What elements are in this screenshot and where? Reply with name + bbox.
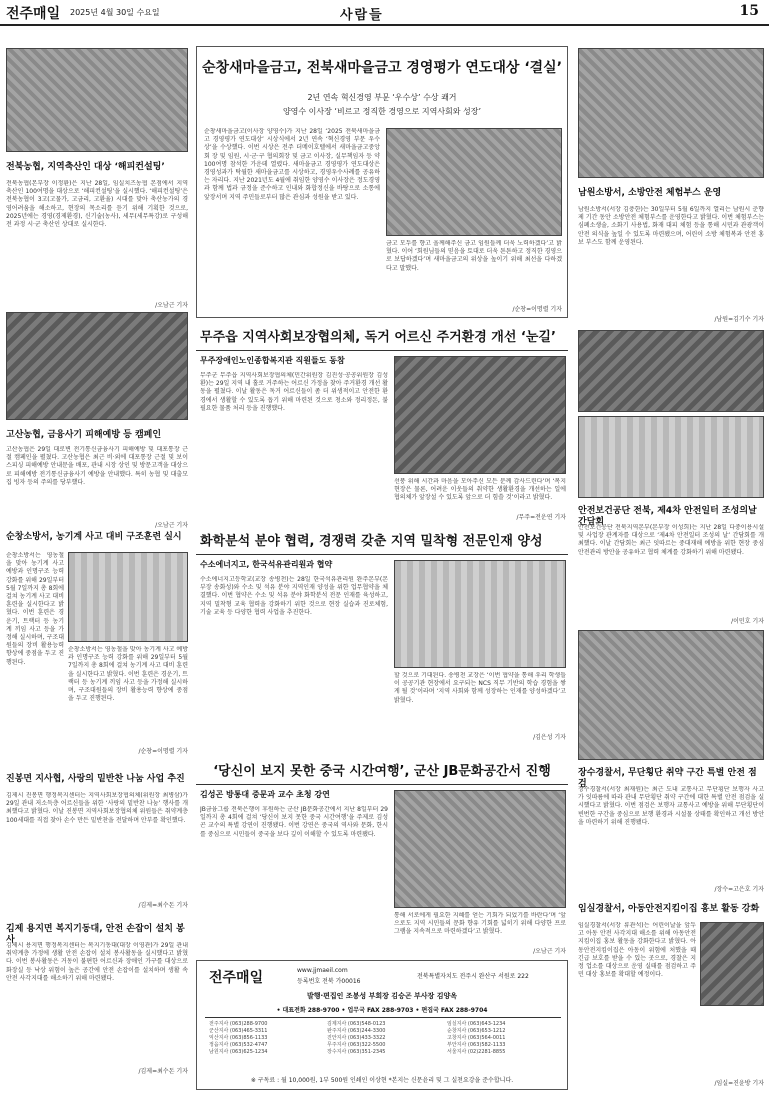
photo-right-4 <box>700 922 764 1006</box>
article-title: 화학분석 분야 협력, 경쟁력 갖춘 지역 밀착형 전문인재 양성 <box>200 534 543 549</box>
footer-notice: ※ 구독료 : 월 10,000원, 1부 500원 인쇄인 이상현 *본지는 신문윤리 및 그 실천요강을 준수합니다. <box>250 1077 514 1084</box>
rule <box>196 554 568 555</box>
article-byline: /무주=전운연 기자 <box>516 514 566 521</box>
rule <box>205 1017 561 1018</box>
article-byline: /임실=진윤방 기자 <box>714 1080 764 1087</box>
article-byline: /김은성 기자 <box>533 734 566 741</box>
article-byline: /오남근 기자 <box>155 522 188 529</box>
feature-photo <box>386 128 562 236</box>
rule <box>196 350 568 351</box>
article-body: 전북농협(본부장 이정환)은 지난 28일, 임실치즈농협 본점에서 지역축산인 100여명을 대상으로 ‘해피컨설팅’을 실시했다. ‘해피컨설팅’은 전북농협이 3고(고물가, 고금리, 고환율) 시대를 맞아 축산농가의 경영어려움을 해소하고, 현장의 목소리를 듣기 위해 기획한 것으로, 2025년에는 경영(경제환경), 신기술(농사), 세무(세무특강)로 구성해 전 과정 시·군 축산인 상대로 실시한다. <box>6 180 188 229</box>
article-kicker: 수소에너지고, 한국석유관리원과 협약 <box>200 560 333 569</box>
article-body-cont: 선풍 위해 시간과 마음을 모아주신 모든 분께 감사드린다’며 ‘복지 현장은 물론, 어려운 이웃들의 취약한 생활환경을 개선하는 일에 협의체가 앞장설 수 있도록 앞으로 더 힘쓸 것’이라고 밝혔다. <box>394 478 566 502</box>
article-body: 수소에너지고등학교(교장 송병천)는 28일 한국석유관리원 완주본부(본부장 송화성)와 수소 및 석유 분야 지역인재 양성을 위한 업무협약을 체결했다. 이번 협약은 수소 및 석유 분야 화학분석 전문 인재를 육성하고, 지역 밀착형 교육 협력을 강화하기 위한 것으로 현장 실습과 진로체험, 기술 교육 등 다양한 협력 사업을 추진한다. <box>200 576 388 616</box>
rule <box>196 784 568 785</box>
article-title: 남원소방서, 소방안전 체험부스 운영 <box>578 188 722 198</box>
feature-subtitle-1: 2년 연속 혁신경영 부문 ‘우수상’ 수상 쾌거 <box>307 93 457 102</box>
photo-left-2 <box>6 312 188 420</box>
article-title: 순창소방서, 농기계 사고 대비 구조훈련 실시 <box>6 532 182 542</box>
article-title: 김제 용지면 복지기동대, 안전 손잡이 설치 봉사 <box>6 924 185 945</box>
footer-phones: • 대표전화 288-9700 • 업무국 FAX 288-9703 • 편집국 FAX 288-9704 <box>276 1007 488 1014</box>
photo-left-1 <box>6 48 188 152</box>
article-title: 임실경찰서, 아동안전지킴이집 홍보 활동 강화 <box>578 904 760 914</box>
article-title: ‘당신이 보지 못한 중국 시간여행’, 군산 JB문화공간서 진행 <box>213 764 551 779</box>
article-body: 김제시 진봉면 행정복지센터는 지역사회보장협의체(위원장 최병삼)가 29일 관내 저소득층 어르신들을 위한 ‘사랑의 밑반찬 나눔’ 행사를 개최했다고 밝혔다. 이날 진봉면 지역사회보장협의체 위원들은 취약계층 100세대를 직접 찾아 손수 만든 밑반찬을 전달하며 안부를 확인했다. <box>6 792 188 824</box>
article-title: 진봉면 지사협, 사랑의 밑반찬 나눔 사업 추진 <box>6 774 185 784</box>
article-body: 남원소방서(서장 김충한)는 30일부터 5월 6일까지 열리는 남원시 춘향제 기간 동안 소방안전 체험부스를 운영한다고 밝혔다. 이번 체험부스는 심폐소생술, 소화기 사용법, 화재 대피 체험 등을 통해 시민과 관광객이 안전 의식을 높일 수 있도록 마련됐으며, 어린이 소방 체험복과 안전 홍보 부스도 함께 운영된다. <box>578 206 764 246</box>
photo-right-3 <box>578 630 764 760</box>
feature-subtitle-2: 양영수 이사장 ‘비르고 정직한 경영으로 지역사회와 성장’ <box>282 107 482 116</box>
article-body: 임실경찰서(서장 류관석)는 어린이날을 앞두고 아동 안전 사각지대 해소를 위해 아동안전지킴이집 홍보 활동을 강화한다고 밝혔다. 아동안전지킴이집은 아동이 위험에 처했을 때 긴급 보호를 받을 수 있는 곳으로, 경찰은 지정 업소를 대상으로 운영 실태를 점검하고 주민 대상 홍보를 확대할 예정이다. <box>578 922 696 979</box>
photo-right-2b <box>578 416 764 498</box>
article-kicker: 무주장애인노인종합복지관 직원들도 동참 <box>200 356 345 365</box>
photo-right-1 <box>578 48 764 178</box>
article-byline: /순창=이명렬 기자 <box>138 748 188 755</box>
article-body: 순창소방서는 영농철을 맞아 농기계 사고 예방과 인명구조 능력 강화를 위해 29일부터 5월 7일까지 총 8회에 걸쳐 농기계 사고 대비 훈련을 실시한다고 밝혔다. 이번 훈련은 경운기, 트랙터 등 농기계 끼임 사고 등을 가정해 실시하며, 구조대원들의 장비 활용능력 향상에 중점을 두고 진행된다. <box>6 552 64 666</box>
article-byline: /오남근 기자 <box>155 302 188 309</box>
article-byline: /남원=김기수 기자 <box>714 316 764 323</box>
article-byline: /김제=최수돈 기자 <box>138 1068 188 1075</box>
article-title: 고산농협, 금융사기 피해예방 등 캠페인 <box>6 430 162 440</box>
article-body-cont: 할 것으로 기대된다. 송병천 교장은 ‘이번 협약을 통해 우리 학생들이 공공기관 현장에서 요구되는 NCS 직무 기반의 학습 경험을 쌓게 될 것’이라며 ‘지역 사회와 함께 성장하는 인재를 양성하겠다’고 밝혔다. <box>394 672 566 704</box>
masthead-footer <box>196 960 568 1090</box>
footer-address: 전북특별자치도 전주시 완산구 서원로 222 <box>417 973 529 980</box>
article-kicker: 김성곤 방통대 중문과 교수 초청 강연 <box>200 790 330 799</box>
footer-branch-col-2: 김제지사 (063)548-0123 완주지사 (063)244-3300 진안지사 (063)433-3322 무주지사 (063)322-5500 장수지사 (063)351-2345 <box>327 1021 386 1055</box>
page-number: 15 <box>739 3 759 19</box>
article-body-cont: 통해 서로에게 필요한 지혜를 얻는 기회가 되었기를 바란다’며 ‘앞으로도 지역 시민들의 문화 향유 기회를 넓히기 위해 다양한 프로그램을 지속적으로 마련하겠다’고 밝혔다. <box>394 912 566 936</box>
footer-branch-col-1: 전주지사 (063)288-9700 군산지사 (063)465-3311 익산지사 (063)856-1133 정읍지사 (063)532-4747 남원지사 (063)625-1234 <box>209 1021 268 1055</box>
photo-left-3 <box>68 552 188 642</box>
feature-body: 순창새마을금고(이사장 양영수)가 지난 28일 ‘2025 전북새마을금고 경영평가 연도대상’ 시상식에서 2년 연속 ‘혁신경영 부문 우수상’을 수상했다. 이번 시상은 전주 더메이호텔에서 새마을금고중앙회 장 및 임원, 시·군·구 협의회장 및 금고 이사장, 실무책임자 등 약 100여명 참석한 가운데 열렸다. 새마을금고 경영평가 연도대상은 경영성과가 탁월한 새마을금고를 시상하고, 경영우수사례를 공유하는 자리다. 지난 2021년도 4월에 취임한 양영수 이사장은 정도경영과 함께 법과 규정을 준수하고 인내와 화합정신을 바탕으로 소통에 앞장서며 지역 주민들로부터 많은 관심과 성원을 받고 있다. <box>204 128 380 201</box>
article-title: 전북농협, 지역축산인 대상 ‘해피컨설팅’ <box>6 162 165 172</box>
photo-center-chem <box>394 560 566 668</box>
article-byline: /장수=고은호 기자 <box>714 886 764 893</box>
footer-brand: 전주매일 <box>209 970 264 986</box>
photo-center-gunsan <box>394 790 566 908</box>
page-header <box>0 0 769 26</box>
article-title: 안전보건공단 전북, 제4차 안전일터 조성의날 간담회 <box>578 506 757 527</box>
article-body: 안전보건공단 전북지역본부(본부장 이성희)는 지난 28일 다중이용시설 및 사업장 관계자를 대상으로 ‘제4차 안전일터 조성의 날’ 간담회를 개최했다. 이날 간담회는 최근 잇따르는 중대재해 예방을 위한 현장 중심 안전관리 방안을 공유하고 협력 체계를 강화하기 위해 마련됐다. <box>578 524 764 556</box>
article-body: 김제시 용지면 행정복지센터는 복지기동대(대장 이영관)가 29일 관내 취약계층 가정에 생활 안전 손잡이 설치 봉사활동을 실시했다고 밝혔다. 이번 봉사활동은 거동이 불편한 어르신과 장애인 가구를 대상으로 화장실 등 낙상 위험이 높은 공간에 안전 손잡이를 설치하며 생활 속 안전 사각지대를 해소하기 위해 마련됐다. <box>6 942 188 982</box>
issue-date: 2025년 4월 30일 수요일 <box>70 8 160 17</box>
footer-branch-col-3: 임실지사 (063)643-1234 순창지사 (063)653-1212 고창지사 (063)564-0011 부안지사 (063)582-1133 서울지사 (02)2281-8855 <box>447 1021 506 1055</box>
article-byline: /이민호 기자 <box>731 618 764 625</box>
article-body: 고산농협은 29일 대로변 전기통신금융사기 피해예방 및 대포통장 근절 캠페인을 펼쳤다. 고산농협은 최근 비·외에 대포통장 근절 및 보이스피싱 피해예방 안내문을 배포, 관내 시장 상인 및 방문고객을 대상으로 피해예방 전기통신금융사기 예방을 안내했다. 특히 농협 및 대출모집 빙자 등의 주의를 당부했다. <box>6 446 188 486</box>
photo-right-2a <box>578 330 764 412</box>
article-title: 무주읍 지역사회보장협의체, 독거 어르신 주거환경 개선 ‘눈길’ <box>200 330 556 345</box>
article-title: 장수경찰서, 무단횡단 취약 구간 특별 안전 점검 <box>578 768 757 789</box>
article-body-cont: 순창소방서는 영농철을 맞아 농기계 사고 예방과 인명구조 능력 강화를 위해 29일부터 5월 7일까지 총 8회에 걸쳐 농기계 사고 대비 훈련을 실시한다고 밝혔다. 이번 훈련은 경운기, 트랙터 등 농기계 끼임 사고 등을 가정해 실시하며, 구조대원들의 장비 활용능력 향상에 중점을 두고 진행된다. <box>68 646 188 702</box>
section-title: 사람들 <box>340 8 384 23</box>
footer-url: www.jjmaeil.com <box>297 967 348 974</box>
article-byline: /김제=최수돈 기자 <box>138 902 188 909</box>
feature-body-cont: 금고 모두를 향고 올께해주신 금고 임원들께 더욱 노력하겠다’고 밝혔다. 이어 ‘회원님들의 믿음을 토대로 더욱 튼튼하고 정직한 경영으로 보답하겠다’며 새마을금고의 위상을 높이기 위해 최선을 다하겠다고 말했다. <box>386 240 562 272</box>
photo-center-mid <box>394 356 566 474</box>
article-byline: /오남근 기자 <box>533 948 566 955</box>
article-body: 무주군 무주읍 지역사회보장협의체(민간위원장 김진성·공공위원장 김성환)는 29일 지역 내 홀로 거주하는 어르신 가정을 찾아 주거환경 개선 활동을 펼쳤다. 이날 활동은 독거 어르신들이 좀 더 위생적이고 안전한 환경에서 생활할 수 있도록 돕기 위해 마련된 것으로 청소와 정리정돈, 불필요한 물품 처리 등을 진행했다. <box>200 372 388 412</box>
masthead-brand: 전주매일 <box>6 6 61 22</box>
footer-reg: 등록번호 전북 가00016 <box>297 978 361 985</box>
feature-title: 순창새마을금고, 전북새마을금고 경영평가 연도대상 ‘결실’ <box>201 60 563 76</box>
footer-staff: 발행·편집인 조봉성 부회장 김승곤 부사장 김양옥 <box>306 992 458 1000</box>
feature-byline: /순창=이명렬 기자 <box>512 306 562 313</box>
article-body: JB금융그룹 전북은행이 후원하는 군산 JB문화공간에서 지난 8일부터 29일까지 총 4회에 걸쳐 ‘당신이 보지 못한 중국 시간여행’을 주제로 김성곤 교수의 특별 강연이 진행됐다. 이번 강연은 중국의 역사와 문화, 한시를 중심으로 시민들이 중국을 보다 깊이 이해할 수 있도록 마련됐다. <box>200 806 388 838</box>
article-body: 장수경찰서(서장 최재원)는 최근 도내 교통사고 무단횡단 보행자 사고가 잇따름에 따라 관내 무단횡단 취약 구간에 대한 특별 안전 점검을 실시했다고 밝혔다. 이번 점검은 보행자 교통사고 예방을 위해 무단횡단이 빈번한 구간을 중심으로 보행 환경과 시설물 상태를 확인하고 개선 방안을 마련하기 위해 진행됐다. <box>578 786 764 826</box>
